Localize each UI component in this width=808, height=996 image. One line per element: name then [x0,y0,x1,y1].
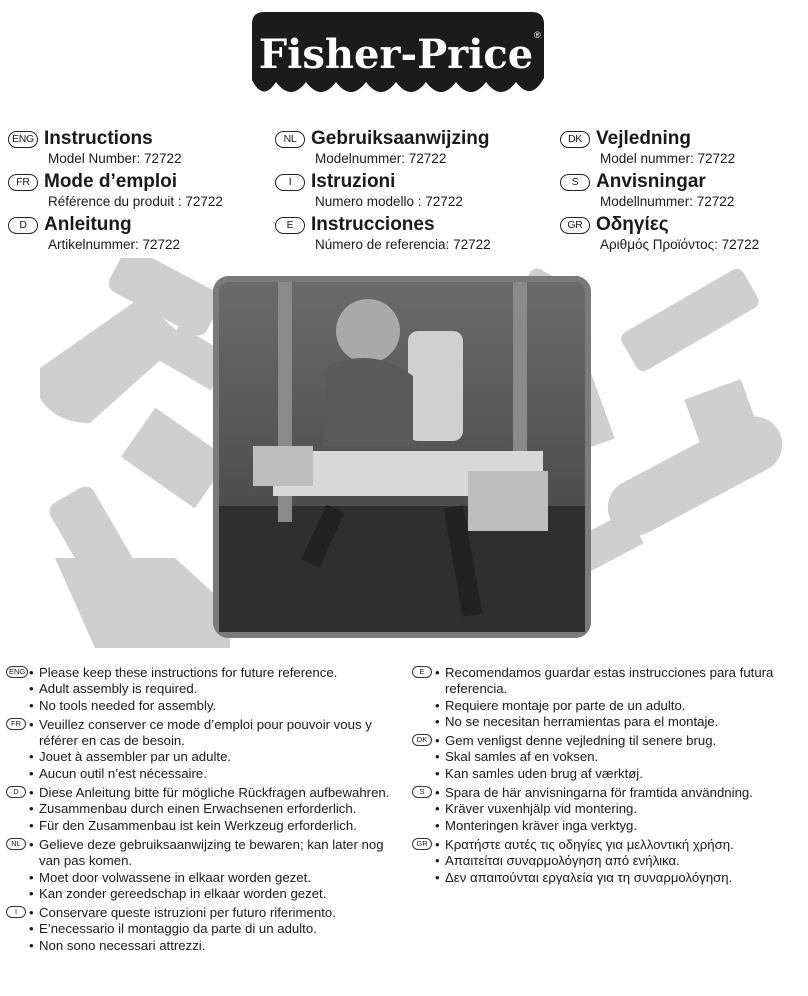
lang-nl [275,128,489,166]
lang-title: Mode d’emploi [44,171,177,192]
language-headings [0,128,808,258]
note-item: • No tools needed for assembly. [29,698,396,714]
lang-badge: S [412,786,432,798]
lang-badge: S [560,174,590,191]
note-item: • Gem venligst denne vejledning til senere brug. [435,733,802,749]
note-group-eng [6,665,396,714]
note-item: • Requiere montaje por parte de un adulto. [435,698,802,714]
model-number: Model Number: 72722 [48,151,182,166]
model-number: Modellnummer: 72722 [600,194,735,209]
lang-eng [8,128,182,166]
lang-d [8,214,180,252]
lang-gr [560,214,759,252]
lang-badge: ENG [8,131,38,148]
model-number: Model nummer: 72722 [600,151,736,166]
note-item: • Aucun outil n’est nécessaire. [29,766,396,782]
note-item: • Conservare queste istruzioni per futuro riferimento. [29,905,396,921]
note-item: • Απαιτείται συναρμολόγηση από ενήλικα. [435,853,802,869]
note-item: • Kan zonder gereedschap in elkaar worden gezet. [29,886,396,902]
note-item: • Zusammenbau durch einen Erwachsenen erforderlich. [29,801,396,817]
note-group-fr [6,717,396,782]
lang-title: Istruzioni [311,171,396,192]
lang-badge: FR [8,174,38,191]
notes-left [6,665,396,957]
note-item: • Für den Zusammenbau ist kein Werkzeug erforderlich. [29,818,396,834]
lang-badge: ENG [6,666,28,678]
model-number: Numero modello : 72722 [315,194,463,209]
note-item: • Kan samles uden brug af værktøj. [435,766,802,782]
lang-dk [560,128,735,166]
note-item: • Diese Anleitung bitte für mögliche Rückfragen aufbewahren. [29,785,396,801]
svg-text:®: ® [534,30,541,40]
note-item: • E’necessario il montaggio da parte di un adulto. [29,921,396,937]
note-item: • Jouet à assembler par un adulte. [29,749,396,765]
lang-title: Οδηγίες [596,214,669,235]
note-item: • Moet door volwassene in elkaar worden gezet. [29,870,396,886]
lang-badge: D [8,217,38,234]
lang-badge: E [275,217,305,234]
lang-badge: I [275,174,305,191]
note-group-d [6,785,396,834]
lang-it [275,171,463,209]
lang-badge: D [6,786,26,798]
note-item: • Spara de här anvisningarna för framtida användning. [435,785,802,801]
note-item: • Skal samles af en voksen. [435,749,802,765]
hammer-icon [40,258,231,423]
model-number: Αριθμός Προϊόντος: 72722 [600,237,760,252]
lang-s [560,171,734,209]
note-item: • No se necesitan herramientas para el montaje. [435,714,802,730]
note-item: • Adult assembly is required. [29,681,396,697]
lang-badge: E [412,666,432,678]
lang-badge: GR [412,838,432,850]
note-item: • Please keep these instructions for future reference. [29,665,396,681]
lang-title: Anleitung [44,214,132,235]
brand-name: Fisher-Price [258,31,534,78]
note-group-nl [6,837,396,902]
lang-badge: DK [412,734,432,746]
lang-badge: I [6,906,26,918]
note-group-s [412,785,802,834]
note-item: • Κρατήστε αυτές τις οδηγίες για μελλοντική χρήση. [435,837,802,853]
saw-icon [55,558,230,648]
lang-title: Instrucciones [311,214,435,235]
note-group-dk [412,733,802,782]
model-number: Artikelnummer: 72722 [48,237,181,252]
note-group-gr [412,837,802,886]
note-group-e [412,665,802,730]
model-number: Référence du produit : 72722 [48,194,223,209]
lang-title: Anvisningar [596,171,706,192]
note-item: • Non sono necessari attrezzi. [29,938,396,954]
lang-badge: NL [6,838,26,850]
note-item: • Gelieve deze gebruiksaanwijzing te bewaren; kan later nog van pas komen. [29,837,396,870]
lang-fr [8,171,223,209]
note-item: • Recomendamos guardar estas instrucciones para futura referencia. [435,665,802,698]
note-item: • Veuillez conserver ce mode d’emploi pour pouvoir vous y référer en cas de besoin. [29,717,396,750]
lang-title: Vejledning [596,128,692,149]
product-photo [213,276,591,638]
lang-title: Instructions [44,128,153,149]
lang-title: Gebruiksaanwijzing [311,128,490,149]
lang-e [275,214,491,252]
lang-badge: FR [6,718,26,730]
notes-right [412,665,802,889]
bolt-icon [618,266,761,442]
note-item: • Monteringen kräver inga verktyg. [435,818,802,834]
lang-badge: DK [560,131,590,148]
lang-badge: NL [275,131,305,148]
brand-logo [250,10,546,104]
note-item: • Δεν απαιτούνται εργαλεία για τη συναρμολόγηση. [435,870,802,886]
model-number: Número de referencia: 72722 [315,237,491,252]
model-number: Modelnummer: 72722 [315,151,447,166]
lang-badge: GR [560,217,590,234]
note-item: • Kräver vuxenhjälp vid montering. [435,801,802,817]
note-group-i [6,905,396,954]
